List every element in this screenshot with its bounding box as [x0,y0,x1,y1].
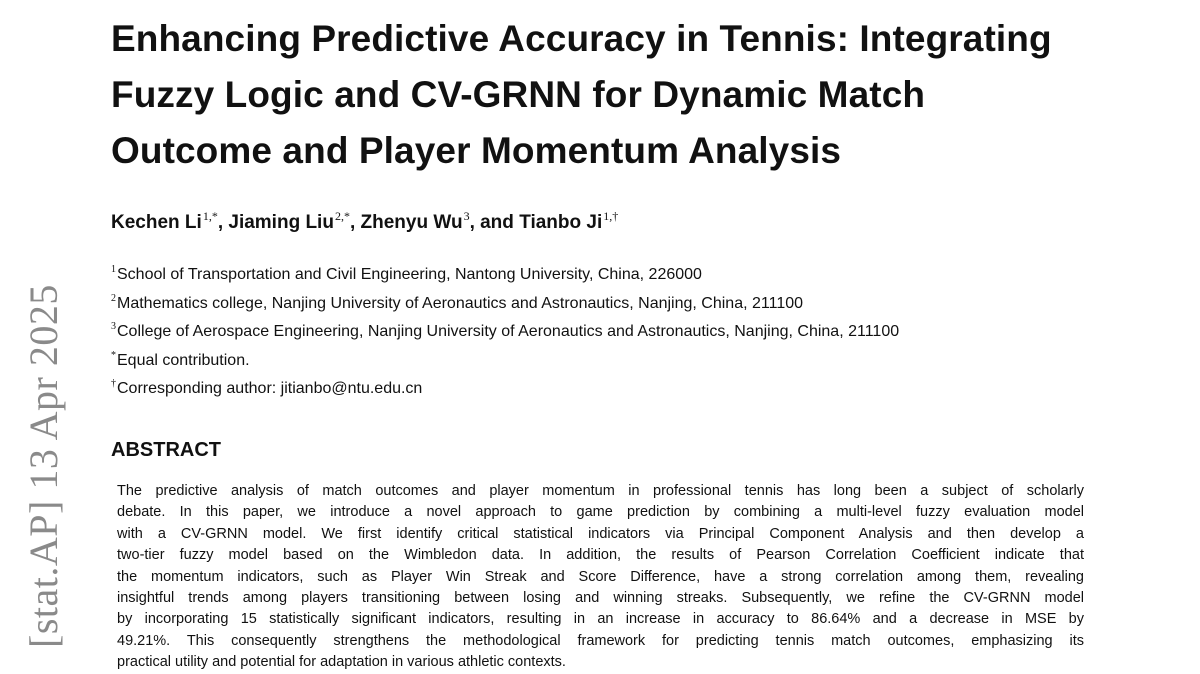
abstract-heading: ABSTRACT [111,438,221,461]
affiliation-mark: 2 [111,292,116,304]
affiliation-text: Mathematics college, Nanjing University of Aeronautics and Astronautics, Nanjing, China, 211100 [117,294,804,312]
title-line: Outcome and Player Momentum Analysis [111,130,842,171]
affiliation-text: College of Aerospace Engineering, Nanjing University of Aeronautics and Astronautics, Nanjing, China, 211100 [117,323,900,341]
abstract-line: with a CV-GRNN model. We first identify critical statistical indicators via Principal Component Analysis and then develop a [117,525,1084,542]
author-name: Kechen Li [111,212,202,233]
affiliation-item [111,287,1091,316]
affiliation-text: Corresponding author: jitianbo@ntu.edu.cn [117,380,423,398]
author-separator: , and [469,212,520,233]
abstract-line: 49.21%. This consequently strengthens the methodological framework for predicting tennis match outcomes, emphasizing its [117,632,1084,649]
author-affiliation-mark: 1,† [603,209,619,223]
paper-title [111,0,1091,179]
affiliation-item [111,372,1091,401]
abstract-line: by incorporating 15 statistically significant indicators, resulting in an increase in accuracy to 86.64% and a decrease in MSE by [117,611,1084,628]
abstract-line: practical utility and potential for adaptation in various athletic contexts. [117,654,566,671]
author-affiliation-mark: 3 [463,209,470,223]
author-affiliation-mark: 1,* [202,209,218,223]
arxiv-side-identifier: [stat.AP] 13 Apr 2025 [21,284,66,648]
affiliation-text: Equal contribution. [117,351,250,369]
abstract-line: The predictive analysis of match outcomes and player momentum in professional tennis has long been a subject of scholarly [117,482,1084,499]
author-name: Jiaming Liu [228,212,334,233]
affiliation-mark: * [111,349,116,361]
paper-page [111,0,1091,674]
author-name: Tianbo Ji [519,212,603,233]
affiliation-item [111,344,1091,373]
abstract-line: insightful trends among players transitioning between losing and winning streaks. Subsequently, we refine the CV-GRNN model [117,590,1084,606]
abstract-line: debate. In this paper, we introduce a novel approach to game prediction by combining a multi-level fuzzy evaluation model [117,504,1084,521]
author-list [111,201,1091,238]
abstract-line: the momentum indicators, such as Player Win Streak and Score Difference, have a strong correlation among them, revealing [117,568,1084,585]
author-name: Zhenyu Wu [360,212,463,233]
affiliation-item [111,258,1091,287]
affiliation-text: School of Transportation and Civil Engineering, Nantong University, China, 226000 [117,266,702,283]
abstract-line: two-tier fuzzy model based on the Wimbledon data. In addition, the results of Pearson Correlation Coefficient indicate that [117,547,1084,564]
author-separator: , [349,212,361,233]
author-separator: , [217,212,229,233]
affiliation-mark: † [111,378,116,390]
affiliation-list [111,258,1091,401]
title-line: Enhancing Predictive Accuracy in Tennis: Integrating [111,18,1052,59]
title-line: Fuzzy Logic and CV-GRNN for Dynamic Match [111,74,926,115]
affiliation-mark: 1 [111,264,116,275]
affiliation-mark: 3 [111,321,116,333]
author-affiliation-mark: 2,* [334,209,350,223]
affiliation-item [111,315,1091,344]
abstract-body [117,481,1084,674]
